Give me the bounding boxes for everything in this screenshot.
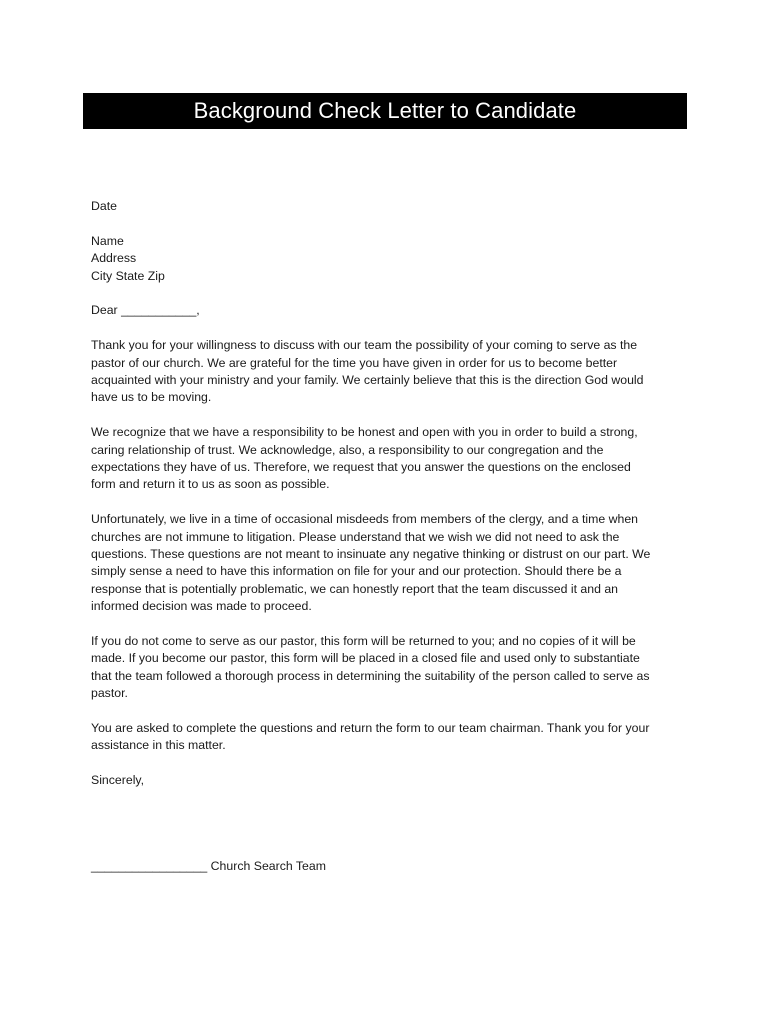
paragraph-line: churches are not immune to litigation. Please understand that we wish we did not need to ask the [91,529,620,544]
paragraph-line: that the team followed a thorough process in determining the suitability of the person called to serve as [91,668,650,683]
signature-space [91,807,691,858]
signature-block [91,858,691,875]
paragraph-line: caring relationship of trust. We acknowledge, also, a responsibility to our congregation and the [91,442,604,457]
paragraph-line: We recognize that we have a responsibility to be honest and open with you in order to build a strong, [91,425,638,440]
paragraph-thank-you [91,337,691,407]
paragraph-line: form and return it to us as soon as possible. [91,477,330,492]
paragraph-line: Unfortunately, we live in a time of occasional misdeeds from members of the clergy, and a time when [91,512,639,527]
salutation [91,302,691,319]
closing-text: Sincerely, [91,773,145,788]
paragraph-line: response that is potentially problematic, we can honestly report that the team discussed it and an [91,581,619,596]
recipient-city-state-zip: City State Zip [91,268,165,283]
paragraph-line: made. If you become our pastor, this form will be placed in a closed file and used only to substantiate [91,651,640,666]
date-label: Date [91,199,117,213]
date-line [91,198,691,215]
paragraph-line: pastor. [91,686,128,701]
paragraph-line: questions. These questions are not meant to insinuate any negative thinking or distrust on our part. We [91,547,651,562]
letter-body [91,198,691,893]
salutation-text: Dear ___________, [91,303,200,318]
paragraph-line: If you do not come to serve as our pastor, this form will be returned to you; and no copies of it will be [91,634,636,649]
recipient-block [91,233,691,285]
paragraph-litigation [91,511,691,615]
recipient-address: Address [91,251,137,266]
paragraph-line: assistance in this matter. [91,738,226,753]
paragraph-line: simply sense a need to have this information on file for your and our protection. Should there be a [91,564,622,579]
paragraph-line: informed decision was made to proceed. [91,599,312,614]
paragraph-line: acquainted with your ministry and your family. We certainly believe that this is the direction God would [91,373,644,388]
paragraph-line: have us to be moving. [91,390,212,405]
paragraph-line: expectations they have of us. Therefore, we request that you answer the questions on the enclosed [91,460,631,475]
title-banner [83,93,687,129]
paragraph-form-handling [91,633,691,703]
paragraph-responsibility [91,424,691,494]
paragraph-line: You are asked to complete the questions and return the form to our team chairman. Thank you for your [91,721,650,736]
recipient-name: Name [91,233,124,248]
closing [91,772,691,789]
paragraph-instructions [91,720,691,755]
paragraph-line: pastor of our church. We are grateful for the time you have given in order for us to become better [91,355,618,370]
signature-line: _________________ Church Search Team [91,859,326,874]
page-title: Background Check Letter to Candidate [193,98,577,123]
paragraph-line: Thank you for your willingness to discuss with our team the possibility of your coming to serve as the [91,338,638,353]
